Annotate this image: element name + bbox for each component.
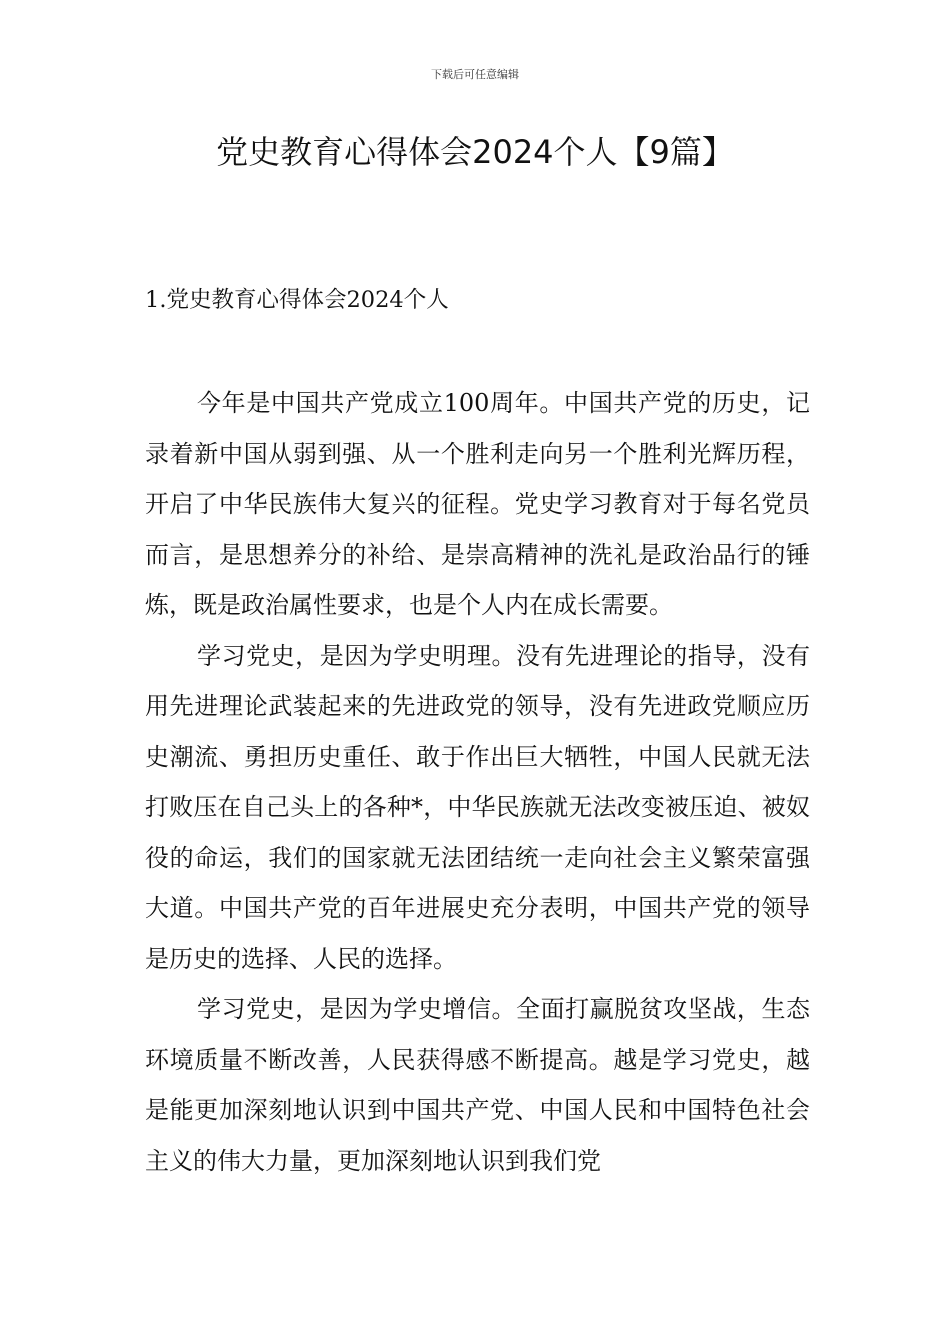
- paragraph: 今年是中国共产党成立100周年。中国共产党的历史，记录着新中国从弱到强、从一个胜利走向另一个胜利光辉历程，开启了中华民族伟大复兴的征程。党史学习教育对于每名党员而言，是思想养分的补给、是崇高精神的洗礼是政治品行的锤炼，既是政治属性要求，也是个人内在成长需要。: [145, 389, 810, 619]
- document-title: 党史教育心得体会2024个人【9篇】: [216, 133, 734, 171]
- paragraph: 学习党史，是因为学史增信。全面打赢脱贫攻坚战，生态环境质量不断改善，人民获得感不断提高。越是学习党史，越是能更加深刻地认识到中国共产党、中国人民和中国特色社会主义的伟大力量，更加深刻地认识到我们党: [145, 995, 810, 1175]
- document-body: [145, 378, 810, 1186]
- paragraph: 学习党史，是因为学史明理。没有先进理论的指导，没有用先进理论武装起来的先进政党的领导，没有先进政党顺应历史潮流、勇担历史重任、敢于作出巨大牺牲，中国人民就无法打败压在自己头上的各种*，中华民族就无法改变被压迫、被奴役的命运，我们的国家就无法团结统一走向社会主义繁荣富强大道。中国共产党的百年进展史充分表明，中国共产党的领导是历史的选择、人民的选择。: [145, 641, 810, 973]
- header-note: 下载后可任意编辑: [431, 68, 519, 81]
- section-heading: 1.党史教育心得体会2024个人: [145, 287, 449, 313]
